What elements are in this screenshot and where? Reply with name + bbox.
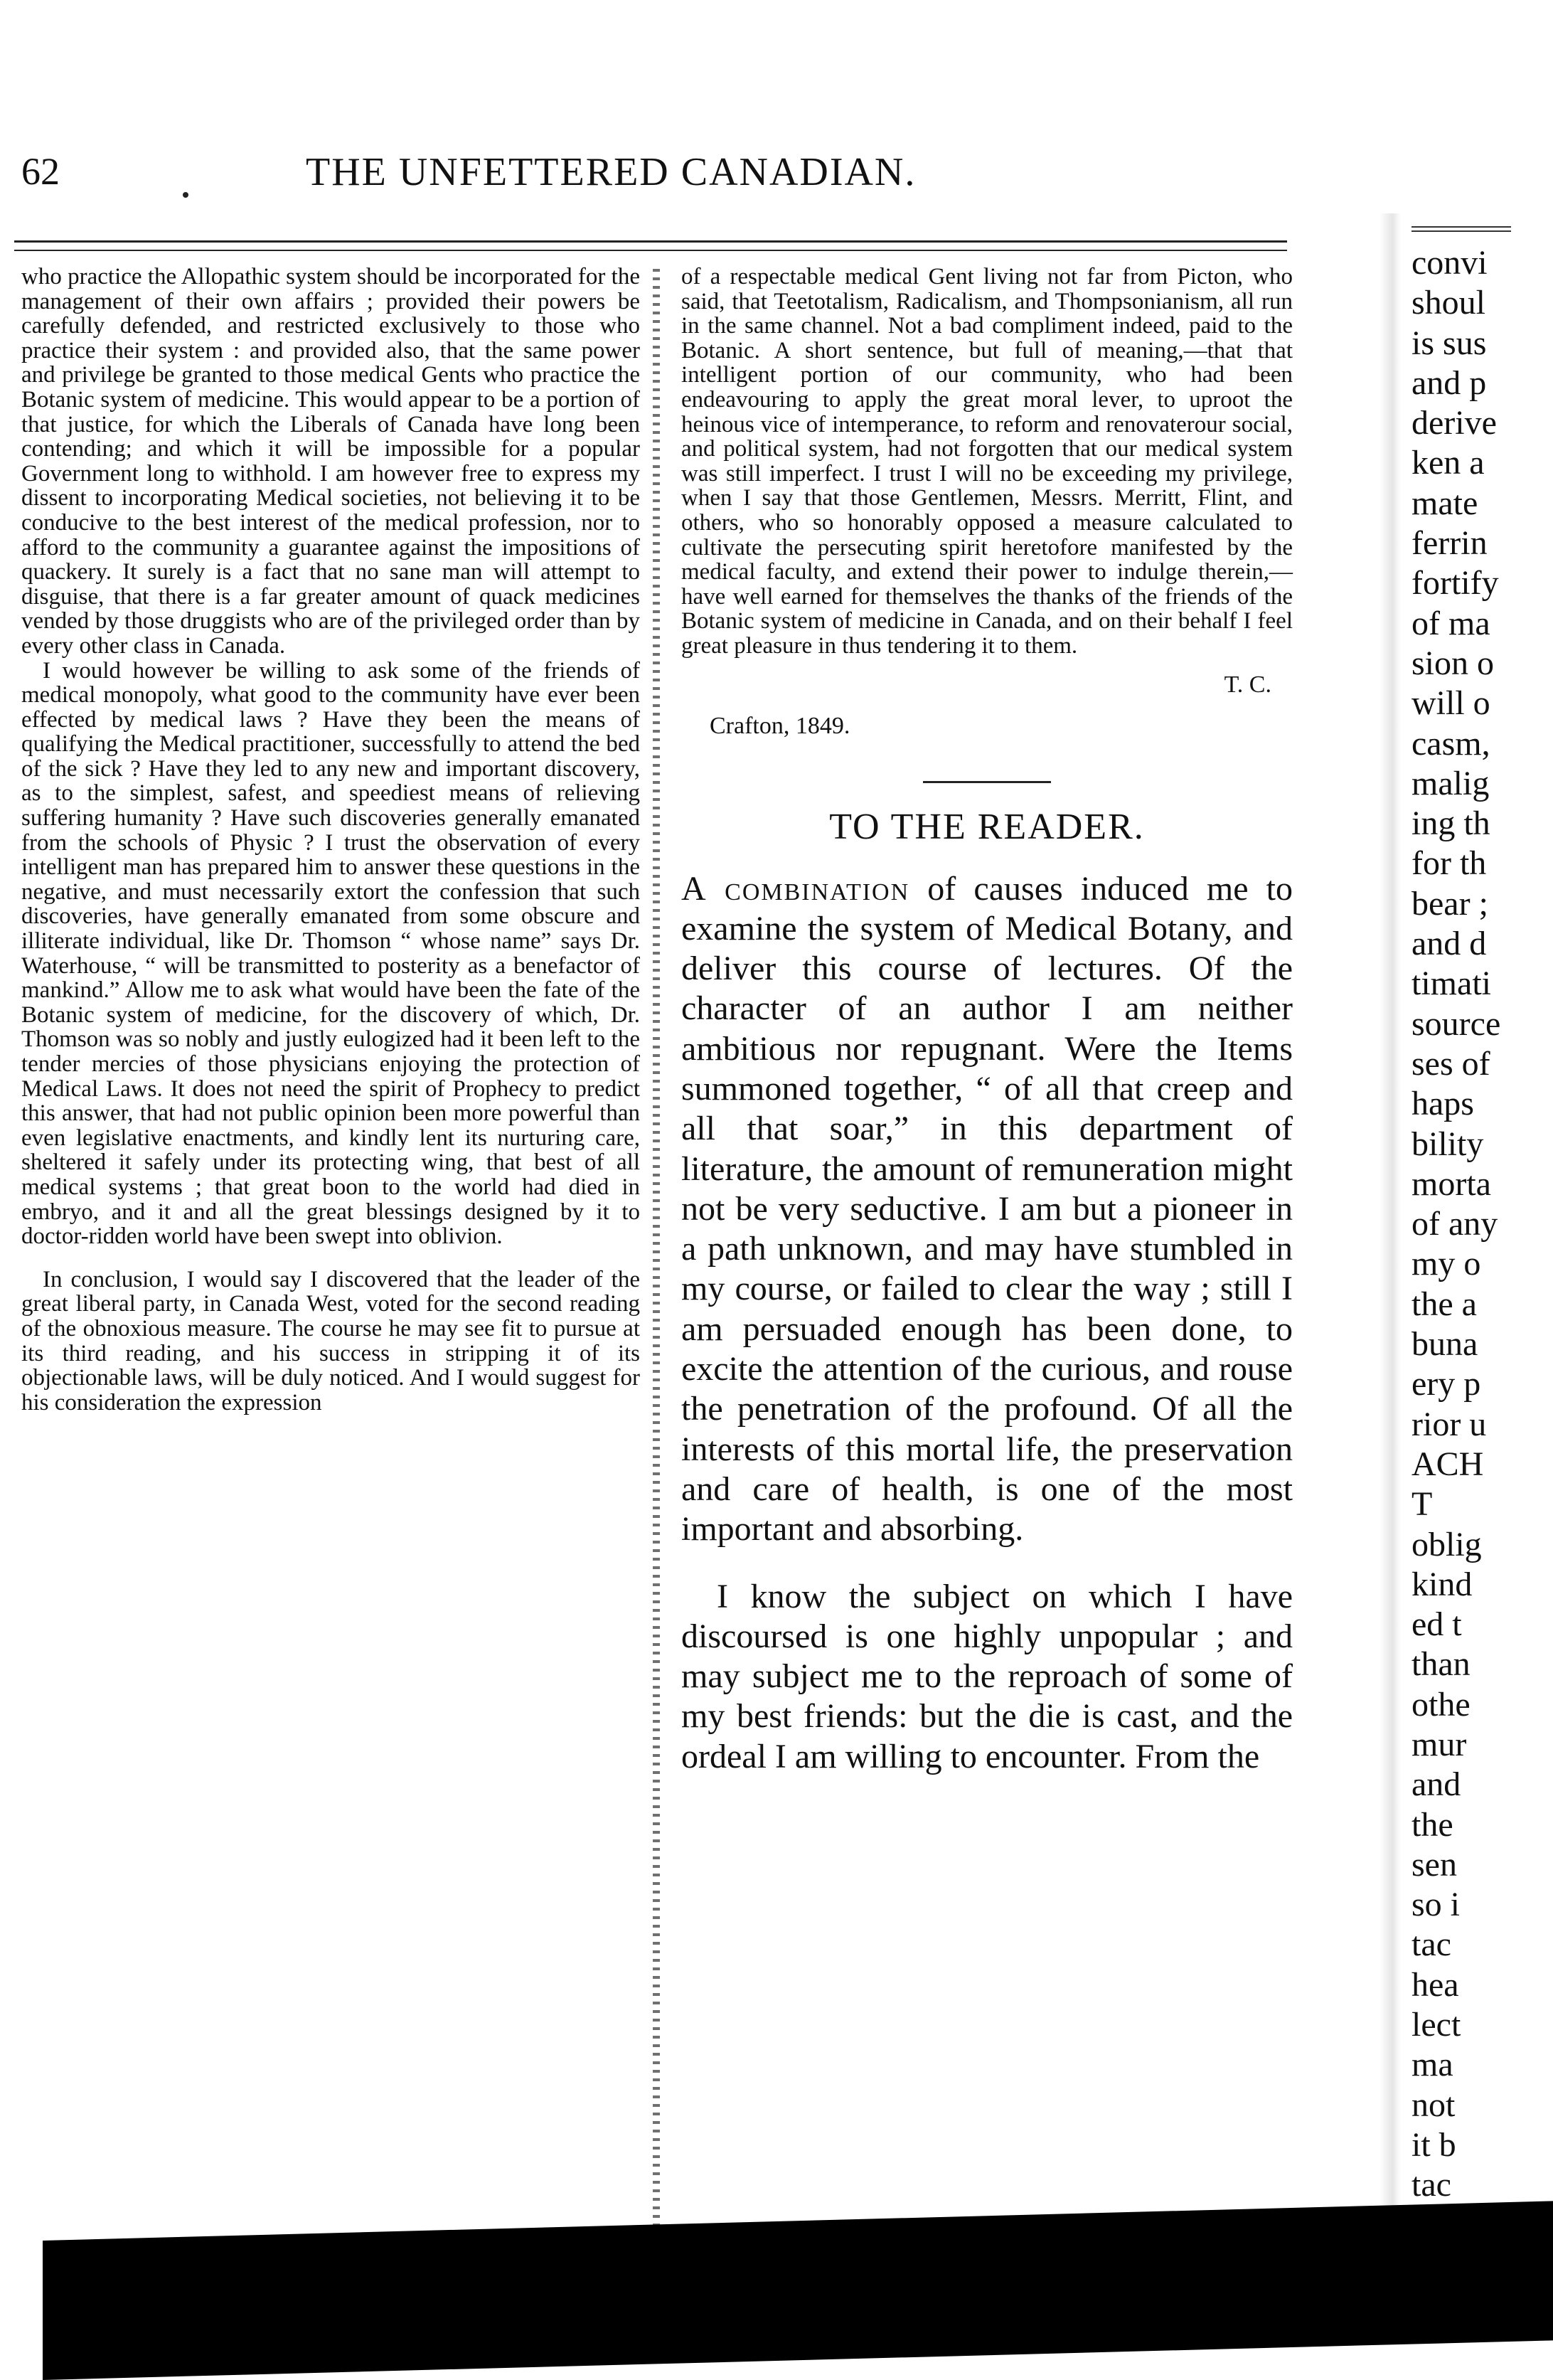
- right-fragment-line: tac: [1411, 1925, 1451, 1964]
- column-divider: [653, 269, 660, 2239]
- right-fragment-line: oblig: [1411, 1525, 1482, 1563]
- right-fragment-line: and d: [1411, 925, 1487, 963]
- right-fragment-line: T: [1411, 1485, 1433, 1524]
- ink-speck: [183, 192, 188, 198]
- dateline: Crafton, 1849.: [710, 712, 850, 739]
- right-fragment-line: ACH: [1411, 1445, 1484, 1483]
- section-title: TO THE READER.: [829, 806, 1145, 847]
- right-fragment-line: sen: [1411, 1845, 1457, 1884]
- right-fragment-line: timati: [1411, 965, 1491, 1003]
- right-fragment-line: mur: [1411, 1725, 1467, 1763]
- header-double-rule: [14, 240, 1287, 251]
- right-fragment-line: will o: [1411, 684, 1490, 723]
- middle-paragraph: of a respectable medical Gent living not far from Picton, who said, that Teetotalism, Radicalism, and Thompsonianism, all run in the same channel. Not a bad compliment indeed, paid to the Botanic. A short sentence, but full of meaning,—that that intelligent portion of our community, who had been endeavouring to apply the great moral lever, to uproot the heinous vice of intemperance, to reform and renovaterour social, and political system, had not forgotten that our medical system was still imperfect. I trust I will no be exceeding my privilege, when I say that those Gentlemen, Messrs. Merritt, Flint, and others, who so honorably opposed a measure calculated to cultivate the persecuting spirit heretofore manifested by the medical faculty, and extend their power to indulge therein,— have well earned for themselves the thanks of the friends of the Botanic system of medicine in Canada, and on their behalf I feel great pleasure in thus tendering it to them.: [681, 264, 1293, 659]
- right-fragment-line: not: [1411, 2086, 1456, 2124]
- left-paragraph: who practice the Allopathic system should be incorporated for the management of their own affairs ; provided their powers be carefully defended, and restricted exclusively to those who practice their system : and provided also, that the same power and privilege be granted to those medical Gents who practice the Botanic system of medicine. This would appear to be a portion of that justice, for which the Liberals of Canada have long been contending; and which it will be impossible for a popular Government long to withhold. I am however free to express my dissent to incorporating Medical societies, not believing it to be conducive to the best interest of the medical profession, nor to afford to the community a guarantee against the impositions of quackery. It surely is a fact that no sane man will attempt to disguise, that there is a far greater amount of quack medicines vended by those druggists who are of the privileged order than by every other class in Canada.: [21, 264, 640, 659]
- page-number: 62: [21, 150, 60, 193]
- page-fold-shadow: [1379, 213, 1401, 2226]
- right-fragment-line: my o: [1411, 1245, 1481, 1283]
- right-fragment-line: othe: [1411, 1685, 1471, 1723]
- left-paragraph: In conclusion, I would say I discovered that the leader of the great liberal party, in Canada West, voted for the second reading of the obnoxious measure. The course he may see fit to pursue at its third reading, and his success in stripping it of its objectionable laws, will be duly noticed. And I would suggest for his consideration the expression: [21, 1266, 640, 1415]
- page-header: [21, 149, 1003, 213]
- right-fragment-line: ery p: [1411, 1365, 1481, 1403]
- right-fragment-line: and p: [1411, 363, 1487, 402]
- right-fragment-line: shoul: [1411, 284, 1486, 322]
- right-fragment-line: of ma: [1411, 604, 1490, 642]
- right-fragment-line: the: [1411, 1805, 1453, 1844]
- right-column-rule: [1411, 226, 1511, 232]
- right-fragment-line: ses of: [1411, 1044, 1490, 1083]
- right-fragment-line: convi: [1411, 244, 1488, 282]
- right-fragment-line: bility: [1411, 1125, 1484, 1163]
- right-fragment-line: morta: [1411, 1164, 1491, 1203]
- right-fragment-line: is sus: [1411, 324, 1487, 362]
- right-fragment-line: mate: [1411, 484, 1478, 522]
- right-fragment-line: buna: [1411, 1325, 1478, 1364]
- right-fragment-line: kind: [1411, 1565, 1473, 1603]
- right-fragment-line: fortify: [1411, 564, 1499, 602]
- middle-column: [681, 265, 1293, 1777]
- signature-initials: T. C.: [1224, 671, 1271, 698]
- right-fragment-list: [1411, 243, 1553, 2204]
- right-fragment-line: the a: [1411, 1285, 1477, 1323]
- right-fragment-line: casm,: [1411, 724, 1490, 763]
- right-fragment-line: than: [1411, 1645, 1471, 1684]
- right-fragment-line: of any: [1411, 1205, 1498, 1243]
- section-rule: [923, 781, 1051, 783]
- right-fragment-line: haps: [1411, 1085, 1474, 1123]
- left-column: [21, 265, 640, 1415]
- right-fragment-line: tac: [1411, 2166, 1451, 2204]
- right-fragment-line: ken a: [1411, 444, 1485, 482]
- right-column-fragment: [1411, 226, 1553, 2204]
- right-fragment-line: hea: [1411, 1965, 1459, 2004]
- reader-paragraph: [681, 869, 1293, 1550]
- right-fragment-line: derive: [1411, 404, 1497, 442]
- right-fragment-line: malig: [1411, 764, 1490, 802]
- right-fragment-line: it b: [1411, 2125, 1456, 2164]
- right-fragment-line: ma: [1411, 2046, 1453, 2084]
- right-fragment-line: ing th: [1411, 804, 1490, 843]
- right-fragment-line: lect: [1411, 2006, 1461, 2044]
- right-fragment-line: sion o: [1411, 644, 1495, 682]
- lead-small-caps: A combination: [681, 869, 910, 908]
- right-fragment-line: for th: [1411, 844, 1487, 883]
- reader-paragraph-text: of causes induced me to examine the system of Medical Botany, and deliver this course of lectures. Of the character of an author I am neither ambitious nor repugnant. Were the Items summoned together, “ of all that creep and all that soar,” in this department of literature, the amount of remuneration might not be very seductive. I am but a pioneer in a path unknown, and may have stumbled in my course, or failed to clear the way ; still I am persuaded enough has been done, to excite the attention of the curious, and rouse the penetration of the profound. Of all the interests of this mortal life, the preservation and care of health, is one of the most important and absorbing.: [681, 869, 1293, 1548]
- right-fragment-line: bear ;: [1411, 884, 1488, 923]
- scan-bottom-shadow: [43, 2201, 1553, 2380]
- left-paragraph: I would however be willing to ask some of the friends of medical monopoly, what good to the community have ever been effected by medical laws ? Have they been the means of qualifying the Medical practitioner, successfully to attend the bed of the sick ? Have they led to any new and important discovery, as to the simplest, safest, and speediest means of relieving suffering humanity ? Have such discoveries generally emanated from the schools of Physic ? I trust the observation of every intelligent man has prepared him to answer these questions in the negative, and must necessarily extort the confession that such discoveries, have generally emanated from some obscure and illiterate individual, like Dr. Thomson “ whose name” says Dr. Waterhouse, “ will be transmitted to posterity as a benefactor of mankind.” Allow me to ask what would have been the fate of the Botanic system of medicine, for the discovery of which, Dr. Thomson was so nobly and justly eulogized had it been left to the tender mercies of those physicians enjoying the protection of Medical Laws. It does not need the spirit of Prophecy to predict this answer, that had not public opinion been more powerful than even legislative enactments, and kindly lent its nurturing care, sheltered it safely under its protecting wing, that best of all medical systems ; that great boon to the world had died in embryo, and it and all the great blessings designed by it to doctor-ridden world have been swept into oblivion.: [21, 657, 640, 1250]
- right-fragment-line: source: [1411, 1004, 1501, 1043]
- reader-paragraph: I know the subject on which I have discoursed is one highly unpopular ; and may subject me to the reproach of some of my best friends: but the die is cast, and the ordeal I am willing to encounter. From the: [681, 1577, 1293, 1775]
- right-fragment-line: ed t: [1411, 1605, 1462, 1644]
- right-fragment-line: and: [1411, 1765, 1461, 1804]
- running-head: THE UNFETTERED CANADIAN.: [306, 150, 917, 194]
- right-fragment-line: ferrin: [1411, 524, 1488, 563]
- right-fragment-line: so i: [1411, 1886, 1461, 1924]
- right-fragment-line: rior u: [1411, 1405, 1487, 1443]
